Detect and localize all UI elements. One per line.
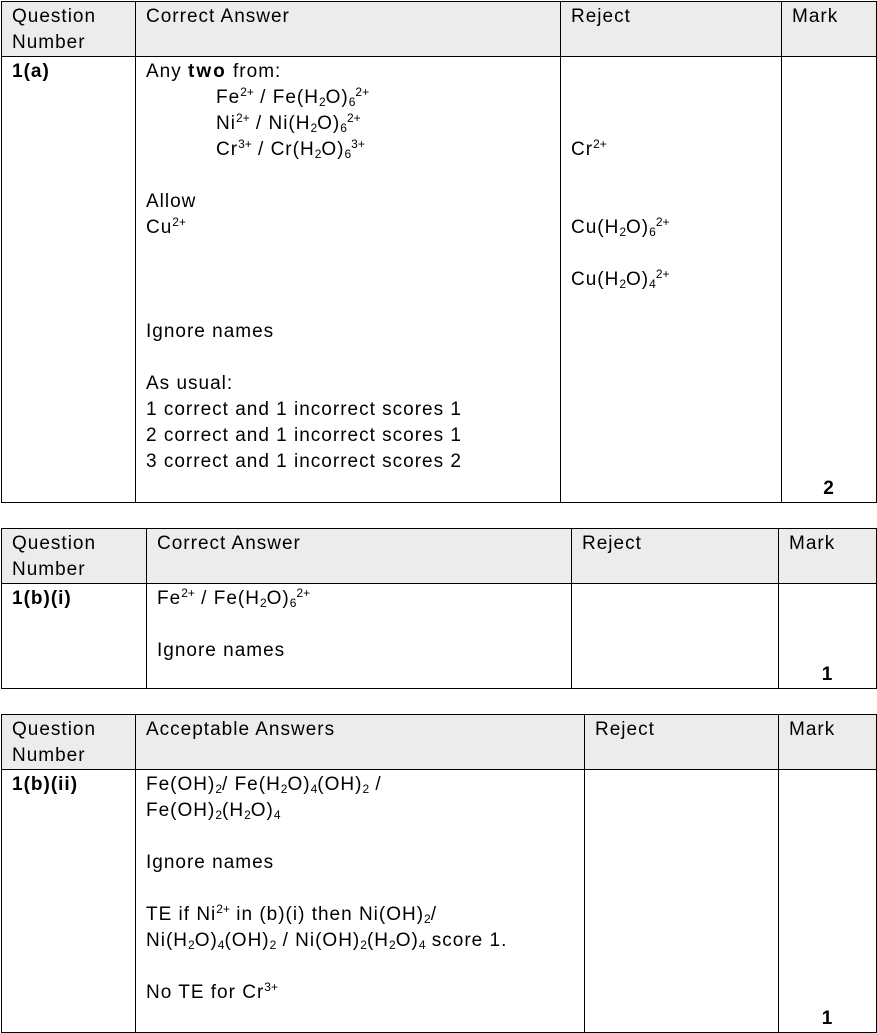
mark-table-1bii: [1, 714, 877, 1033]
scoring-line: 3 correct and 1 incorrect scores 2: [146, 451, 462, 472]
header-question-number: Question Number: [2, 529, 147, 584]
scoring-line: 1 correct and 1 incorrect scores 1: [146, 399, 462, 420]
formula-line-2: $Fe(OH)_2(H_2O)_4$: [146, 800, 281, 822]
mark-value: 1: [779, 770, 877, 1033]
ignore-names: Ignore names: [146, 321, 275, 342]
question-number: 1(a): [2, 57, 136, 503]
ion-line-ni: $Ni^{2+} / Ni(H_2O)_6^{2+}$: [216, 111, 361, 135]
header-question-number: Question Number: [2, 2, 136, 57]
header-correct-answer: Correct Answer: [147, 529, 572, 584]
header-mark: Mark: [782, 2, 877, 57]
reject-cell: [561, 57, 782, 503]
header-mark: Mark: [779, 529, 877, 584]
reject-cu-hexaaqua: $Cu(H_2O)_6^{2+}$: [571, 215, 670, 239]
ignore-names: Ignore names: [157, 640, 286, 661]
reject-cr: $Cr^{2+}$: [571, 137, 607, 160]
allow-label: Allow: [146, 191, 197, 212]
reject-cell: [585, 770, 779, 1033]
te-line-1: TE if $Ni^{2+}$ in (b)(i) then $Ni(OH)_2/$: [146, 902, 438, 926]
header-reject: Reject: [585, 715, 779, 770]
header-correct-answer: Correct Answer: [136, 2, 561, 57]
table-row: [2, 584, 877, 689]
header-reject: Reject: [572, 529, 779, 584]
allow-ion: $Cu^{2+}$: [146, 215, 186, 238]
scoring-line: 2 correct and 1 incorrect scores 1: [146, 425, 462, 446]
correct-answer-cell: [147, 584, 572, 689]
correct-answer-cell: [136, 57, 561, 503]
header-acceptable-answers: Acceptable Answers: [136, 715, 585, 770]
acceptable-answer-cell: [136, 770, 585, 1033]
header-reject: Reject: [561, 2, 782, 57]
intro-line: Any two from:: [146, 61, 282, 82]
reject-cell: [572, 584, 779, 689]
ignore-names: Ignore names: [146, 852, 275, 873]
table-row: [2, 770, 877, 1033]
formula-line-1: $Fe(OH)_2/$ $Fe(H_2O)_4(OH)_2$ /: [146, 774, 382, 796]
ion-line-fe: $Fe^{2+} / Fe(H_2O)_6^{2+}$: [216, 85, 370, 109]
mark-value: 2: [782, 57, 877, 503]
ion-line-fe: $Fe^{2+} / Fe(H_2O)_6^{2+}$: [157, 586, 311, 610]
mark-table-1a: [1, 1, 877, 503]
header-mark: Mark: [779, 715, 877, 770]
table-row: [2, 57, 877, 503]
mark-table-1bi: [1, 528, 877, 689]
header-question-number: Question Number: [2, 715, 136, 770]
question-number: 1(b)(i): [2, 584, 147, 689]
table-header-row: [2, 529, 877, 584]
table-header-row: [2, 2, 877, 57]
as-usual: As usual:: [146, 373, 234, 394]
table-header-row: [2, 715, 877, 770]
question-number: 1(b)(ii): [2, 770, 136, 1033]
mark-value: 1: [779, 584, 877, 689]
reject-cu-tetraaqua: $Cu(H_2O)_4^{2+}$: [571, 267, 670, 291]
ion-line-cr: $Cr^{3+} / Cr(H_2O)_6^{3+}$: [216, 137, 365, 161]
no-te-line: No TE for $Cr^{3+}$: [146, 980, 278, 1003]
te-line-2: $Ni(H_2O)_4(OH)_2 / Ni(OH)_2(H_2O)_4$ score 1.: [146, 930, 508, 952]
